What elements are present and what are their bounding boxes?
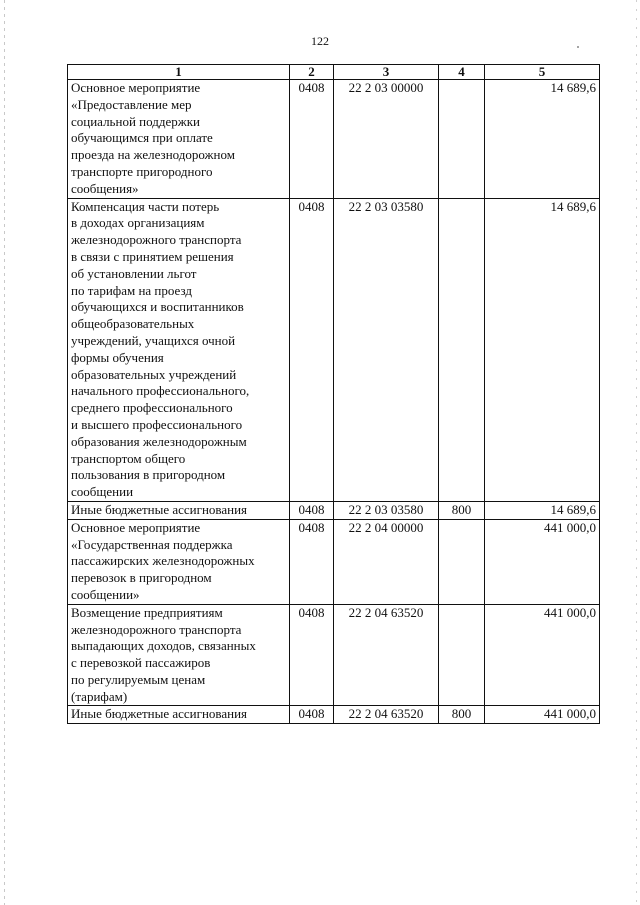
row-type-code: 800 bbox=[439, 501, 485, 519]
column-header-5: 5 bbox=[485, 65, 600, 80]
row-target-code: 22 2 04 00000 bbox=[334, 519, 439, 604]
row-name: Основное мероприятие «Государственная поддержка пассажирских железнодорожных перевозок в пригородном сообщении» bbox=[68, 519, 290, 604]
row-target-code: 22 2 04 63520 bbox=[334, 706, 439, 724]
row-type-code bbox=[439, 604, 485, 706]
row-section-code: 0408 bbox=[290, 80, 334, 199]
row-name: Возмещение предприятиям железнодорожного транспорта выпадающих доходов, связанных с перевозкой пассажиров по регулируемым ценам (тарифам) bbox=[68, 604, 290, 706]
page-number: 122 bbox=[311, 34, 329, 48]
row-section-code: 0408 bbox=[290, 198, 334, 501]
scan-right-edge bbox=[636, 0, 637, 905]
row-amount: 14 689,6 bbox=[485, 501, 600, 519]
row-name: Компенсация части потерь в доходах организациям железнодорожного транспорта в связи с принятием решения об установлении льгот по тарифам на проезд обучающихся и воспитанников общеобразовательных учреждений, учащихся очной формы обучения образовательных учреждений начального профессионального, среднего профессионального и высшего профессионального образования железнодорожным транспортом общего пользования в пригородном сообщении bbox=[68, 198, 290, 501]
table-header-row bbox=[68, 65, 600, 80]
row-type-code bbox=[439, 80, 485, 199]
row-amount: 441 000,0 bbox=[485, 706, 600, 724]
row-amount: 441 000,0 bbox=[485, 519, 600, 604]
row-type-code bbox=[439, 519, 485, 604]
row-amount: 14 689,6 bbox=[485, 198, 600, 501]
row-amount: 441 000,0 bbox=[485, 604, 600, 706]
table-row bbox=[68, 80, 600, 199]
row-type-code: 800 bbox=[439, 706, 485, 724]
row-section-code: 0408 bbox=[290, 501, 334, 519]
budget-table bbox=[67, 64, 600, 724]
row-name: Иные бюджетные ассигнования bbox=[68, 501, 290, 519]
table-row bbox=[68, 706, 600, 724]
row-name: Иные бюджетные ассигнования bbox=[68, 706, 290, 724]
row-section-code: 0408 bbox=[290, 706, 334, 724]
row-section-code: 0408 bbox=[290, 519, 334, 604]
table-row bbox=[68, 519, 600, 604]
column-header-3: 3 bbox=[334, 65, 439, 80]
row-amount: 14 689,6 bbox=[485, 80, 600, 199]
row-target-code: 22 2 03 03580 bbox=[334, 501, 439, 519]
table-row bbox=[68, 604, 600, 706]
table-row bbox=[68, 198, 600, 501]
column-header-2: 2 bbox=[290, 65, 334, 80]
row-name: Основное мероприятие «Предоставление мер социальной поддержки обучающимся при оплате проезда на железнодорожном транспорте пригородного сообщения» bbox=[68, 80, 290, 199]
row-section-code: 0408 bbox=[290, 604, 334, 706]
row-target-code: 22 2 04 63520 bbox=[334, 604, 439, 706]
scan-left-edge bbox=[4, 0, 5, 905]
column-header-1: 1 bbox=[68, 65, 290, 80]
row-target-code: 22 2 03 00000 bbox=[334, 80, 439, 199]
row-target-code: 22 2 03 03580 bbox=[334, 198, 439, 501]
row-type-code bbox=[439, 198, 485, 501]
table-row bbox=[68, 501, 600, 519]
column-header-4: 4 bbox=[439, 65, 485, 80]
